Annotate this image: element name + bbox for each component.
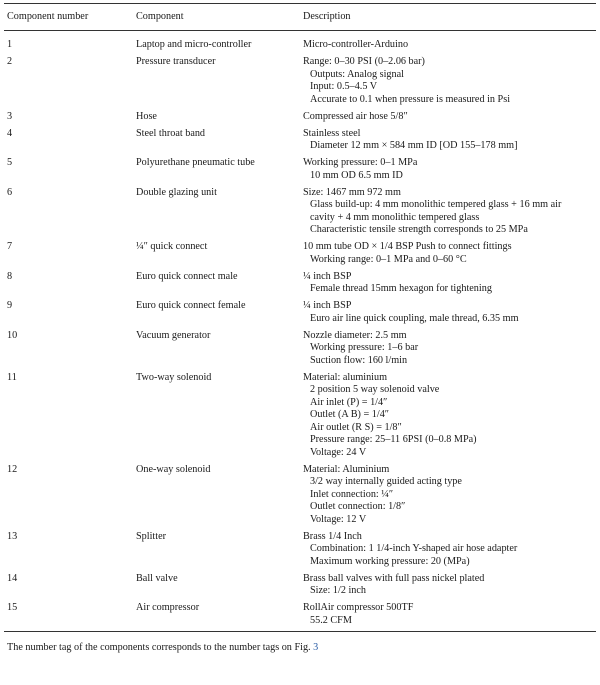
description-line: Inlet connection: ¼″	[310, 488, 394, 500]
description-line: Brass ball valves with full pass nickel plated	[303, 572, 485, 584]
description-line: 10 mm tube OD × 1/4 BSP Push to connect fittings	[303, 241, 512, 252]
cell-description	[300, 602, 596, 632]
description-line: Outlet connection: 1/8″	[310, 501, 406, 512]
table-row	[4, 573, 596, 603]
cell-component: Vacuum generator	[136, 329, 211, 341]
cell-component-number: 1	[7, 39, 13, 50]
cell-component-number: 13	[7, 530, 18, 542]
description-line: Maximum working pressure: 20 (MPa)	[310, 555, 470, 567]
description-line: 55.2 CFM	[310, 614, 352, 626]
description-line: Diameter 12 mm × 584 mm ID [OD 155–178 mm]	[310, 140, 518, 151]
description-line: ¼ inch BSP	[303, 270, 352, 282]
header-description: Description	[300, 4, 596, 31]
description-line: Micro-controller-Arduino	[303, 39, 409, 50]
cell-component-number: 9	[7, 300, 13, 311]
description-line: ¼ inch BSP	[303, 300, 352, 311]
description-line: cavity + 4 mm monolithic tempered glass	[310, 211, 480, 223]
description-line: Compressed air hose 5/8″	[303, 110, 408, 122]
cell-component: Splitter	[136, 530, 166, 542]
description-line: Accurate to 0.1 when pressure is measured in Psi	[310, 93, 511, 105]
description-line: Nozzle diameter: 2.5 mm	[303, 329, 407, 341]
table-header	[4, 4, 596, 31]
cell-component: Pressure transducer	[136, 56, 216, 67]
cell-component-number: 2	[7, 56, 13, 67]
cell-component: Double glazing unit	[136, 186, 217, 198]
cell-component-number: 6	[7, 186, 13, 198]
table-row	[4, 271, 596, 301]
description-line: RollAir compressor 500TF	[303, 602, 414, 613]
cell-component-number: 8	[7, 270, 13, 282]
table-row	[4, 31, 596, 57]
header-component-number: Component number	[4, 4, 133, 31]
cell-component: Polyurethane pneumatic tube	[136, 157, 255, 168]
description-line: Size: 1467 mm 972 mm	[303, 186, 401, 198]
cell-component-number: 11	[7, 371, 17, 383]
description-line: Voltage: 24 V	[310, 446, 367, 458]
cell-component-number: 10	[7, 329, 18, 341]
description-line: Euro air line quick coupling, male thread, 6.35 mm	[310, 312, 519, 324]
description-line: Air outlet (R S) = 1/8″	[310, 421, 402, 433]
cell-description	[300, 464, 596, 531]
table-body	[4, 31, 596, 632]
table-row	[4, 56, 596, 111]
description-line: 10 mm OD 6.5 mm ID	[310, 169, 403, 181]
table-row	[4, 464, 596, 531]
cell-component-number: 14	[7, 572, 18, 584]
description-line: Working range: 0–1 MPa and 0–60 °C	[310, 253, 467, 265]
description-line: Working pressure: 1–6 bar	[310, 342, 419, 353]
description-line: 3/2 way internally guided acting type	[310, 476, 462, 487]
cell-description	[300, 300, 596, 330]
description-line: Suction flow: 160 l/min	[310, 354, 408, 366]
table-row	[4, 602, 596, 632]
cell-component: Steel throat band	[136, 127, 206, 139]
cell-description	[300, 111, 596, 128]
description-line: Material: aluminium	[303, 371, 388, 383]
description-line: Characteristic tensile strength corresponds to 25 MPa	[310, 224, 528, 235]
cell-description	[300, 128, 596, 158]
cell-component: Euro quick connect male	[136, 270, 238, 282]
description-line: Input: 0.5–4.5 V	[310, 81, 378, 92]
cell-component-number: 4	[7, 127, 13, 139]
table-row	[4, 111, 596, 128]
cell-component: Two-way solenoid	[136, 371, 212, 383]
description-line: Outputs: Analog signal	[310, 68, 404, 80]
header-row	[4, 4, 596, 31]
cell-description	[300, 241, 596, 271]
description-line: Air inlet (P) = 1/4″	[310, 396, 388, 408]
cell-component: Laptop and micro-controller	[136, 39, 252, 50]
description-line: Working pressure: 0–1 MPa	[303, 157, 418, 168]
footnote-text: The number tag of the components corresponds to the number tags on Fig.	[7, 642, 314, 653]
description-line: Brass 1/4 Inch	[303, 530, 362, 542]
table-row	[4, 157, 596, 187]
description-line: Voltage: 12 V	[310, 513, 367, 525]
table-row	[4, 372, 596, 464]
cell-component-number: 15	[4, 602, 133, 632]
cell-description	[300, 56, 596, 111]
components-table	[4, 3, 596, 632]
table-row	[4, 187, 596, 242]
description-line: Outlet (A B) = 1/4″	[310, 409, 390, 420]
cell-component: Air compressor	[133, 602, 300, 632]
description-line: Size: 1/2 inch	[310, 585, 367, 596]
table-footnote	[4, 641, 596, 654]
description-line: Pressure range: 25–11 6PSI (0–0.8 MPa)	[310, 434, 477, 445]
description-line: Stainless steel	[303, 127, 361, 139]
table-row	[4, 330, 596, 372]
cell-description	[300, 372, 596, 464]
cell-description	[300, 573, 596, 603]
cell-component-number: 7	[7, 241, 13, 252]
description-line: Combination: 1 1/4-inch Y-shaped air hose adapter	[310, 543, 518, 554]
description-line: Glass build-up: 4 mm monolithic tempered glass + 16 mm air	[310, 199, 562, 210]
description-line: Female thread 15mm hexagon for tightening	[310, 283, 492, 294]
table-container	[4, 3, 596, 654]
cell-description	[300, 271, 596, 301]
table-row	[4, 531, 596, 573]
table-row	[4, 241, 596, 271]
cell-component: Ball valve	[136, 572, 178, 584]
cell-component-number: 3	[7, 110, 13, 122]
cell-component: ¼″ quick connect	[136, 241, 208, 252]
description-line: 2 position 5 way solenoid valve	[310, 384, 440, 395]
cell-description	[300, 157, 596, 187]
cell-component: Euro quick connect female	[136, 300, 246, 311]
table-row	[4, 300, 596, 330]
cell-description	[300, 31, 596, 57]
cell-component: One-way solenoid	[136, 463, 211, 475]
cell-component-number: 5	[7, 157, 13, 168]
header-component: Component	[133, 4, 300, 31]
cell-description	[300, 330, 596, 372]
cell-description	[300, 187, 596, 242]
description-line: Material: Aluminium	[303, 463, 390, 475]
cell-component-number: 12	[7, 463, 18, 475]
cell-component: Hose	[136, 110, 157, 122]
table-row	[4, 128, 596, 158]
description-line: Range: 0–30 PSI (0–2.06 bar)	[303, 56, 425, 67]
figure-link[interactable]: 3	[313, 642, 319, 653]
cell-description	[300, 531, 596, 573]
